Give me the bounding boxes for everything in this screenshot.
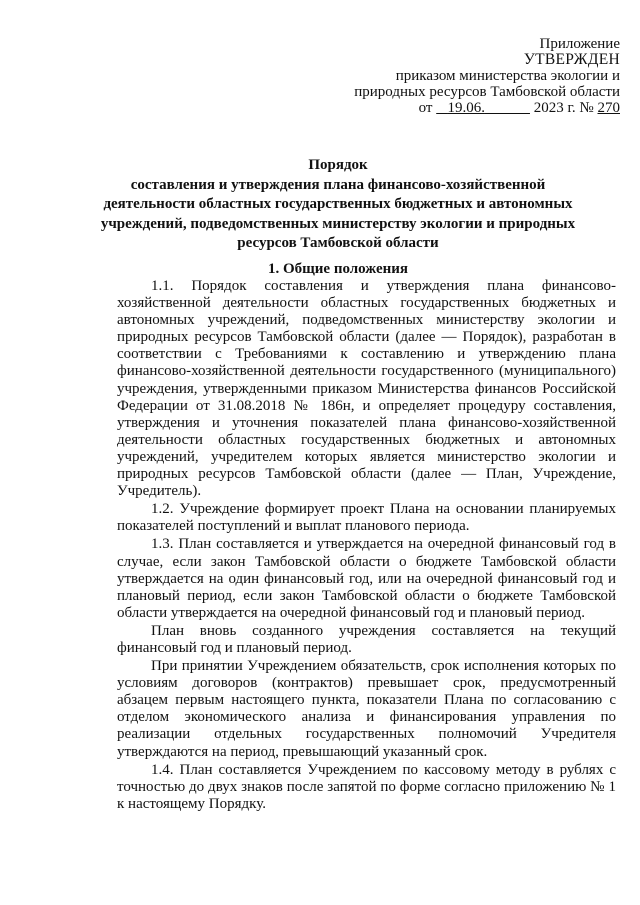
paragraph-1-3-obligations: При принятии Учреждением обязательств, срок исполнения которых по условиям договоров (контрактов) превышает срок, предусмотренный абзацем первым настоящего пункта, показатели Плана по согласованию с отделом экономического анализа и финансирования управления по реализации отдельных государственных полномочий Учредителя утверждаются на период, превышающий указанный срок. xyxy=(117,658,616,760)
date-prefix: от xyxy=(418,100,433,116)
order-date-value: 19.06. xyxy=(447,100,485,116)
order-number: 270 xyxy=(597,100,620,116)
approved-label: УТВЕРЖДЕН xyxy=(523,51,620,68)
order-year: 2023 г. № xyxy=(533,100,594,116)
order-date-line xyxy=(354,100,620,116)
paragraph-1-1: 1.1. Порядок составления и утверждения плана финансово-хозяйственной деятельности областных государственных бюджетных и автономных учреждений, подведомственных министерству экологии и природных ресурсов Тамбовской области (далее — Порядок), разработан в соответствии с Требованиями к составлению и утверждению плана финансово-хозяйственной деятельности государственного (муниципального) учреждения, утвержденными приказом Министерства финансов Российской Федерации от 31.08.2018 № 186н, и определяет процедуру составления, утверждения и уточнения показателей плана финансово-хозяйственной деятельности областных государственных бюджетных и автономных учреждений, учредителем которых является министерство экологии и природных ресурсов Тамбовской области (далее — План, Учреждение, Учредитель). xyxy=(117,278,616,500)
title-line-4: учреждений, подведомственных министерству экологии и природных xyxy=(100,215,576,232)
paragraph-1-3-new-institution: План вновь созданного учреждения составляется на текущий финансовый год и плановый период. xyxy=(117,622,616,656)
appendix-label: Приложение xyxy=(539,36,620,52)
paragraph-1-4: 1.4. План составляется Учреждением по кассовому методу в рублях с точностью до двух знаков после запятой по форме согласно приложению № 1 к настоящему Порядку. xyxy=(117,761,616,812)
title-line-5: ресурсов Тамбовской области xyxy=(237,235,439,251)
paragraph-1-2: 1.2. Учреждение формирует проект Плана на основании планируемых показателей поступлений и выплат планового периода. xyxy=(117,501,616,535)
order-date xyxy=(436,100,530,116)
order-line-2: природных ресурсов Тамбовской области xyxy=(354,84,620,100)
section-heading: 1. Общие положения xyxy=(267,261,409,277)
title-line-3: деятельности областных государственных бюджетных и автономных xyxy=(103,196,573,212)
paragraph-1-3: 1.3. План составляется и утверждается на очередной финансовый год в случае, если закон Тамбовской области о бюджете Тамбовской области утверждается на один финансовый год, или на очередной финансовый год и плановый период, если закон Тамбовской области о бюджете Тамбовской области утверждается на очередной финансовый год и плановый период. xyxy=(117,536,616,621)
document-title xyxy=(98,156,578,254)
section-body xyxy=(117,278,616,814)
title-line-1: Порядок xyxy=(308,157,368,173)
title-line-2: составления и утверждения плана финансово-хозяйственной xyxy=(130,176,546,193)
approval-header xyxy=(354,36,620,116)
order-line-1: приказом министерства экологии и xyxy=(395,68,620,84)
